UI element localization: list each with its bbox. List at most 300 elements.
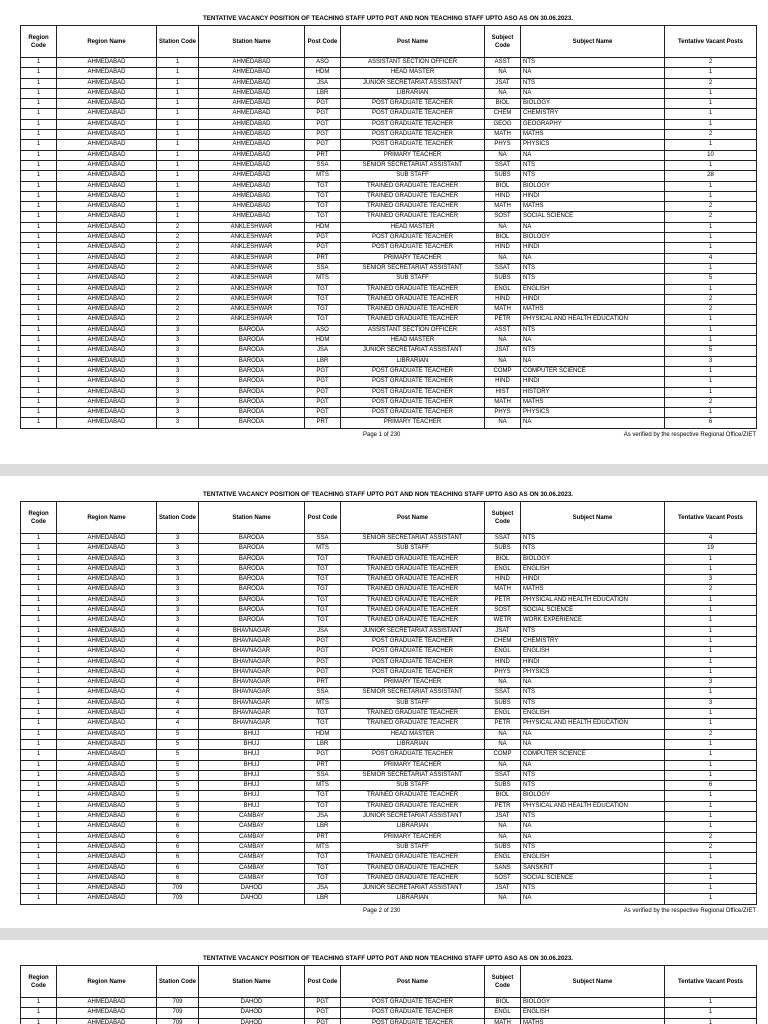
region-code-cell: 1	[21, 595, 57, 605]
vacant-posts-cell: 1	[665, 822, 757, 832]
subject-code-cell: CHEM	[485, 109, 521, 119]
post-name-cell: POST GRADUATE TEACHER	[341, 397, 485, 407]
post-code-cell: TGT	[305, 305, 341, 315]
vacant-posts-cell: 3	[665, 678, 757, 688]
region-code-cell: 1	[21, 366, 57, 376]
station-code-cell: 709	[157, 998, 199, 1008]
subject-name-cell: NA	[521, 760, 665, 770]
post-code-cell: MTS	[305, 171, 341, 181]
vacant-posts-cell: 1	[665, 606, 757, 616]
post-name-cell: TRAINED GRADUATE TEACHER	[341, 554, 485, 564]
vacant-posts-cell: 1	[665, 325, 757, 335]
table-row	[21, 284, 757, 294]
post-code-cell: PRT	[305, 760, 341, 770]
station-name-cell: BHAVNAGAR	[199, 709, 305, 719]
subject-code-cell: ENGL	[485, 647, 521, 657]
post-name-cell: POST GRADUATE TEACHER	[341, 657, 485, 667]
post-name-cell: POST GRADUATE TEACHER	[341, 119, 485, 129]
station-name-cell: ANKLESHWAR	[199, 315, 305, 325]
table-row	[21, 781, 757, 791]
region-name-cell: AHMEDABAD	[57, 781, 157, 791]
subject-name-cell: NTS	[521, 544, 665, 554]
subject-code-cell: HIND	[485, 377, 521, 387]
vacant-posts-cell: 1	[665, 284, 757, 294]
table-row	[21, 647, 757, 657]
region-name-cell: AHMEDABAD	[57, 366, 157, 376]
table-row	[21, 243, 757, 253]
table-row	[21, 863, 757, 873]
column-header-subject-name: Subject Name	[521, 26, 665, 58]
post-name-cell: TRAINED GRADUATE TEACHER	[341, 315, 485, 325]
vacant-posts-cell: 1	[665, 1008, 757, 1018]
subject-name-cell: NA	[521, 822, 665, 832]
subject-code-cell: NA	[485, 150, 521, 160]
vacant-posts-cell: 6	[665, 418, 757, 428]
post-code-cell: PGT	[305, 750, 341, 760]
region-name-cell: AHMEDABAD	[57, 657, 157, 667]
region-code-cell: 1	[21, 181, 57, 191]
subject-name-cell: MATHS	[521, 130, 665, 140]
region-name-cell: AHMEDABAD	[57, 575, 157, 585]
post-name-cell: SUB STAFF	[341, 781, 485, 791]
station-code-cell: 3	[157, 408, 199, 418]
region-name-cell: AHMEDABAD	[57, 88, 157, 98]
region-name-cell: AHMEDABAD	[57, 202, 157, 212]
subject-name-cell: NA	[521, 150, 665, 160]
station-code-cell: 3	[157, 585, 199, 595]
station-code-cell: 1	[157, 140, 199, 150]
station-name-cell: ANKLESHWAR	[199, 253, 305, 263]
station-code-cell: 6	[157, 812, 199, 822]
subject-name-cell: NA	[521, 356, 665, 366]
post-name-cell: SUB STAFF	[341, 171, 485, 181]
post-name-cell: TRAINED GRADUATE TEACHER	[341, 294, 485, 304]
subject-code-cell: SSAT	[485, 263, 521, 273]
station-name-cell: ANKLESHWAR	[199, 284, 305, 294]
region-name-cell: AHMEDABAD	[57, 812, 157, 822]
station-code-cell: 5	[157, 739, 199, 749]
table-row	[21, 534, 757, 544]
subject-name-cell: NTS	[521, 171, 665, 181]
vacant-posts-cell: 1	[665, 636, 757, 646]
station-code-cell: 1	[157, 150, 199, 160]
region-name-cell: AHMEDABAD	[57, 284, 157, 294]
subject-name-cell: NA	[521, 832, 665, 842]
station-name-cell: BARODA	[199, 616, 305, 626]
subject-code-cell: PETR	[485, 801, 521, 811]
table-row	[21, 191, 757, 201]
region-code-cell: 1	[21, 274, 57, 284]
table-row	[21, 832, 757, 842]
post-code-cell: TGT	[305, 791, 341, 801]
region-name-cell: AHMEDABAD	[57, 171, 157, 181]
subject-name-cell: NTS	[521, 842, 665, 852]
column-header-region-code: Region Code	[21, 966, 57, 998]
table-row	[21, 894, 757, 904]
post-code-cell: PRT	[305, 832, 341, 842]
vacant-posts-cell: 2	[665, 832, 757, 842]
vacant-posts-cell: 2	[665, 130, 757, 140]
post-code-cell: TGT	[305, 191, 341, 201]
station-name-cell: CAMBAY	[199, 842, 305, 852]
post-name-cell: SUB STAFF	[341, 698, 485, 708]
station-code-cell: 4	[157, 657, 199, 667]
station-name-cell: BHUJ	[199, 750, 305, 760]
region-code-cell: 1	[21, 832, 57, 842]
station-code-cell: 1	[157, 99, 199, 109]
station-name-cell: AHMEDABAD	[199, 140, 305, 150]
post-name-cell: POST GRADUATE TEACHER	[341, 140, 485, 150]
post-name-cell: TRAINED GRADUATE TEACHER	[341, 791, 485, 801]
vacant-posts-cell: 28	[665, 171, 757, 181]
region-name-cell: AHMEDABAD	[57, 119, 157, 129]
station-name-cell: BARODA	[199, 606, 305, 616]
subject-name-cell: ENGLISH	[521, 647, 665, 657]
subject-name-cell: MATHS	[521, 1018, 665, 1024]
table-row	[21, 770, 757, 780]
region-code-cell: 1	[21, 760, 57, 770]
subject-code-cell: MATH	[485, 130, 521, 140]
post-name-cell: JUNIOR SECRETARIAT ASSISTANT	[341, 346, 485, 356]
table-row	[21, 657, 757, 667]
post-name-cell: POST GRADUATE TEACHER	[341, 1008, 485, 1018]
post-code-cell: LBR	[305, 739, 341, 749]
station-name-cell: BARODA	[199, 554, 305, 564]
region-code-cell: 1	[21, 750, 57, 760]
post-code-cell: LBR	[305, 88, 341, 98]
station-code-cell: 1	[157, 171, 199, 181]
table-header-row	[21, 502, 757, 534]
station-code-cell: 6	[157, 842, 199, 852]
post-code-cell: TGT	[305, 719, 341, 729]
subject-name-cell: NTS	[521, 770, 665, 780]
station-code-cell: 1	[157, 191, 199, 201]
station-name-cell: BHAVNAGAR	[199, 698, 305, 708]
station-code-cell: 3	[157, 366, 199, 376]
subject-name-cell: COMPUTER SCIENCE	[521, 750, 665, 760]
column-header-region-name: Region Name	[57, 26, 157, 58]
station-name-cell: BARODA	[199, 377, 305, 387]
subject-name-cell: BIOLOGY	[521, 554, 665, 564]
post-code-cell: PGT	[305, 667, 341, 677]
subject-name-cell: PHYSICAL AND HEALTH EDUCATION	[521, 315, 665, 325]
subject-name-cell: NTS	[521, 58, 665, 68]
region-code-cell: 1	[21, 119, 57, 129]
subject-name-cell: ENGLISH	[521, 284, 665, 294]
post-name-cell: POST GRADUATE TEACHER	[341, 998, 485, 1008]
vacant-posts-cell: 2	[665, 212, 757, 222]
table-row	[21, 58, 757, 68]
subject-name-cell: NA	[521, 418, 665, 428]
region-name-cell: AHMEDABAD	[57, 68, 157, 78]
post-name-cell: LIBRARIAN	[341, 894, 485, 904]
table-row	[21, 739, 757, 749]
post-name-cell: ASSISTANT SECTION OFFICER	[341, 58, 485, 68]
station-name-cell: BARODA	[199, 544, 305, 554]
station-name-cell: BHAVNAGAR	[199, 678, 305, 688]
table-row	[21, 253, 757, 263]
post-code-cell: HDM	[305, 729, 341, 739]
table-row	[21, 812, 757, 822]
station-code-cell: 2	[157, 284, 199, 294]
subject-name-cell: PHYSICAL AND HEALTH EDUCATION	[521, 719, 665, 729]
subject-code-cell: CHEM	[485, 636, 521, 646]
vacant-posts-cell: 1	[665, 812, 757, 822]
vacant-posts-cell: 1	[665, 1018, 757, 1024]
vacant-posts-cell: 6	[665, 781, 757, 791]
subject-code-cell: HIND	[485, 294, 521, 304]
table-row	[21, 636, 757, 646]
subject-code-cell: SANS	[485, 863, 521, 873]
station-name-cell: BHAVNAGAR	[199, 657, 305, 667]
subject-code-cell: NA	[485, 222, 521, 232]
table-row	[21, 873, 757, 883]
subject-code-cell: NA	[485, 356, 521, 366]
vacant-posts-cell: 1	[665, 709, 757, 719]
station-name-cell: AHMEDABAD	[199, 160, 305, 170]
subject-code-cell: ENGL	[485, 284, 521, 294]
column-header-station-name: Station Name	[199, 966, 305, 998]
post-name-cell: POST GRADUATE TEACHER	[341, 667, 485, 677]
region-code-cell: 1	[21, 222, 57, 232]
region-code-cell: 1	[21, 812, 57, 822]
region-code-cell: 1	[21, 770, 57, 780]
region-name-cell: AHMEDABAD	[57, 884, 157, 894]
post-name-cell: TRAINED GRADUATE TEACHER	[341, 595, 485, 605]
region-name-cell: AHMEDABAD	[57, 739, 157, 749]
region-name-cell: AHMEDABAD	[57, 585, 157, 595]
subject-code-cell: SUBS	[485, 171, 521, 181]
table-row	[21, 397, 757, 407]
table-row	[21, 729, 757, 739]
verified-note: As verified by the respective Regional Office/ZIET	[623, 907, 756, 914]
post-code-cell: TGT	[305, 284, 341, 294]
station-code-cell: 2	[157, 274, 199, 284]
table-row	[21, 884, 757, 894]
region-name-cell: AHMEDABAD	[57, 346, 157, 356]
vacant-posts-cell: 2	[665, 305, 757, 315]
post-name-cell: LIBRARIAN	[341, 88, 485, 98]
post-name-cell: TRAINED GRADUATE TEACHER	[341, 873, 485, 883]
subject-code-cell: SSAT	[485, 770, 521, 780]
post-code-cell: HDM	[305, 336, 341, 346]
region-name-cell: AHMEDABAD	[57, 356, 157, 366]
subject-code-cell: HIND	[485, 657, 521, 667]
post-name-cell: SENIOR SECRETARIAT ASSISTANT	[341, 160, 485, 170]
station-name-cell: BHUJ	[199, 781, 305, 791]
station-name-cell: BARODA	[199, 356, 305, 366]
post-code-cell: MTS	[305, 544, 341, 554]
subject-name-cell: NTS	[521, 626, 665, 636]
post-name-cell: SENIOR SECRETARIAT ASSISTANT	[341, 263, 485, 273]
table-row	[21, 202, 757, 212]
station-name-cell: BHUJ	[199, 739, 305, 749]
table-row	[21, 688, 757, 698]
subject-name-cell: SANSKRIT	[521, 863, 665, 873]
region-code-cell: 1	[21, 719, 57, 729]
station-code-cell: 709	[157, 1008, 199, 1018]
column-header-region-name: Region Name	[57, 966, 157, 998]
table-row	[21, 842, 757, 852]
post-code-cell: ASO	[305, 58, 341, 68]
station-code-cell: 3	[157, 377, 199, 387]
region-name-cell: AHMEDABAD	[57, 554, 157, 564]
subject-code-cell: NA	[485, 678, 521, 688]
post-code-cell: TGT	[305, 181, 341, 191]
region-name-cell: AHMEDABAD	[57, 863, 157, 873]
station-name-cell: BHUJ	[199, 801, 305, 811]
region-name-cell: AHMEDABAD	[57, 78, 157, 88]
post-name-cell: PRIMARY TEACHER	[341, 253, 485, 263]
region-code-cell: 1	[21, 884, 57, 894]
station-code-cell: 2	[157, 294, 199, 304]
post-code-cell: TGT	[305, 595, 341, 605]
station-name-cell: CAMBAY	[199, 873, 305, 883]
vacant-posts-cell: 19	[665, 544, 757, 554]
subject-code-cell: HIND	[485, 575, 521, 585]
subject-code-cell: MATH	[485, 585, 521, 595]
subject-code-cell: JSAT	[485, 812, 521, 822]
region-code-cell: 1	[21, 894, 57, 904]
subject-code-cell: NA	[485, 88, 521, 98]
subject-name-cell: NTS	[521, 781, 665, 791]
vacant-posts-cell: 1	[665, 315, 757, 325]
subject-name-cell: PHYSICS	[521, 140, 665, 150]
post-name-cell: TRAINED GRADUATE TEACHER	[341, 575, 485, 585]
region-name-cell: AHMEDABAD	[57, 253, 157, 263]
post-name-cell: TRAINED GRADUATE TEACHER	[341, 585, 485, 595]
vacant-posts-cell: 1	[665, 387, 757, 397]
subject-name-cell: GEOGRAPHY	[521, 119, 665, 129]
region-name-cell: AHMEDABAD	[57, 274, 157, 284]
column-header-region-code: Region Code	[21, 26, 57, 58]
region-name-cell: AHMEDABAD	[57, 606, 157, 616]
document-title: TENTATIVE VACANCY POSITION OF TEACHING STAFF UPTO PGT AND NON TEACHING STAFF UPTO ASO AS ON 30.06.2023.	[202, 15, 574, 22]
station-code-cell: 4	[157, 719, 199, 729]
post-code-cell: ASO	[305, 325, 341, 335]
vacant-posts-cell: 1	[665, 222, 757, 232]
subject-code-cell: ASST	[485, 58, 521, 68]
region-name-cell: AHMEDABAD	[57, 534, 157, 544]
station-code-cell: 5	[157, 770, 199, 780]
table-row	[21, 119, 757, 129]
region-name-cell: AHMEDABAD	[57, 801, 157, 811]
page-number: Page 1 of 230	[363, 431, 401, 438]
station-name-cell: BARODA	[199, 397, 305, 407]
region-code-cell: 1	[21, 109, 57, 119]
vacant-posts-cell: 1	[665, 88, 757, 98]
station-name-cell: DAHOD	[199, 1018, 305, 1024]
post-name-cell: POST GRADUATE TEACHER	[341, 387, 485, 397]
station-name-cell: BARODA	[199, 595, 305, 605]
subject-name-cell: NTS	[521, 884, 665, 894]
region-name-cell: AHMEDABAD	[57, 387, 157, 397]
subject-code-cell: NA	[485, 68, 521, 78]
post-code-cell: JSA	[305, 884, 341, 894]
station-code-cell: 4	[157, 709, 199, 719]
subject-name-cell: ENGLISH	[521, 564, 665, 574]
table-row	[21, 760, 757, 770]
region-code-cell: 1	[21, 564, 57, 574]
subject-code-cell: SSAT	[485, 160, 521, 170]
station-code-cell: 4	[157, 698, 199, 708]
table-row	[21, 263, 757, 273]
region-code-cell: 1	[21, 698, 57, 708]
region-name-cell: AHMEDABAD	[57, 58, 157, 68]
station-name-cell: CAMBAY	[199, 822, 305, 832]
subject-code-cell: PETR	[485, 719, 521, 729]
post-name-cell: JUNIOR SECRETARIAT ASSISTANT	[341, 626, 485, 636]
post-name-cell: HEAD MASTER	[341, 729, 485, 739]
document-title: TENTATIVE VACANCY POSITION OF TEACHING STAFF UPTO PGT AND NON TEACHING STAFF UPTO ASO AS ON 30.06.2023.	[202, 491, 574, 498]
region-name-cell: AHMEDABAD	[57, 770, 157, 780]
region-name-cell: AHMEDABAD	[57, 418, 157, 428]
table-row	[21, 698, 757, 708]
region-code-cell: 1	[21, 212, 57, 222]
region-name-cell: AHMEDABAD	[57, 130, 157, 140]
subject-code-cell: WETR	[485, 616, 521, 626]
region-code-cell: 1	[21, 606, 57, 616]
table-row	[21, 408, 757, 418]
subject-name-cell: NA	[521, 894, 665, 904]
page	[0, 476, 768, 928]
column-header-post-code: Post Code	[305, 26, 341, 58]
vacant-posts-cell: 1	[665, 760, 757, 770]
station-name-cell: CAMBAY	[199, 832, 305, 842]
region-name-cell: AHMEDABAD	[57, 222, 157, 232]
post-name-cell: HEAD MASTER	[341, 222, 485, 232]
vacant-posts-cell: 2	[665, 585, 757, 595]
table-row	[21, 595, 757, 605]
vacant-posts-cell: 1	[665, 739, 757, 749]
vacant-posts-cell: 1	[665, 408, 757, 418]
post-name-cell: POST GRADUATE TEACHER	[341, 109, 485, 119]
column-header-region-name: Region Name	[57, 502, 157, 534]
region-code-cell: 1	[21, 781, 57, 791]
region-code-cell: 1	[21, 284, 57, 294]
vacant-posts-cell: 5	[665, 274, 757, 284]
station-name-cell: BHAVNAGAR	[199, 647, 305, 657]
post-code-cell: PGT	[305, 397, 341, 407]
station-code-cell: 1	[157, 119, 199, 129]
table-row	[21, 233, 757, 243]
region-name-cell: AHMEDABAD	[57, 595, 157, 605]
subject-name-cell: ENGLISH	[521, 709, 665, 719]
table-row	[21, 109, 757, 119]
vacant-posts-cell: 2	[665, 842, 757, 852]
subject-name-cell: COMPUTER SCIENCE	[521, 366, 665, 376]
subject-code-cell: NA	[485, 894, 521, 904]
station-code-cell: 3	[157, 554, 199, 564]
station-name-cell: AHMEDABAD	[199, 88, 305, 98]
station-code-cell: 6	[157, 873, 199, 883]
station-code-cell: 3	[157, 397, 199, 407]
region-name-cell: AHMEDABAD	[57, 150, 157, 160]
station-name-cell: BARODA	[199, 366, 305, 376]
post-code-cell: PGT	[305, 233, 341, 243]
post-code-cell: PGT	[305, 1008, 341, 1018]
table-row	[21, 801, 757, 811]
station-name-cell: BHUJ	[199, 791, 305, 801]
vacant-posts-cell: 1	[665, 863, 757, 873]
region-name-cell: AHMEDABAD	[57, 709, 157, 719]
station-code-cell: 1	[157, 109, 199, 119]
station-code-cell: 2	[157, 305, 199, 315]
post-name-cell: TRAINED GRADUATE TEACHER	[341, 191, 485, 201]
region-name-cell: AHMEDABAD	[57, 140, 157, 150]
vacancy-table	[20, 965, 757, 1024]
post-name-cell: TRAINED GRADUATE TEACHER	[341, 284, 485, 294]
